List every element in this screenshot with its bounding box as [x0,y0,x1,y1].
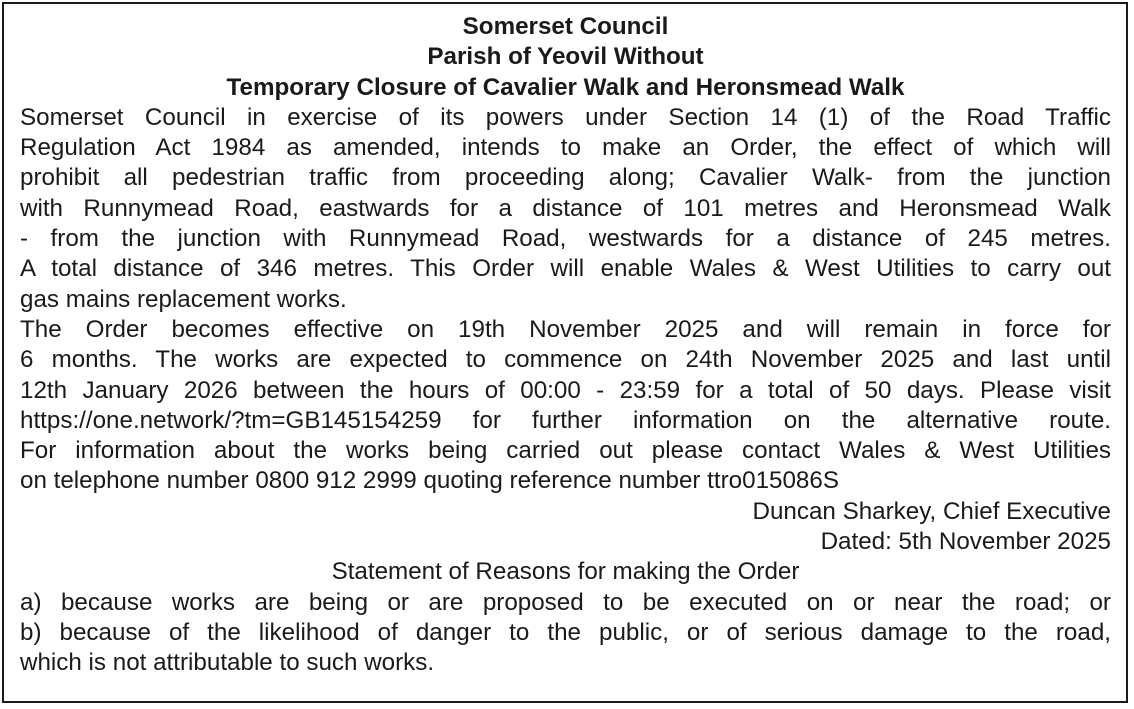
reason-line: b) because of the likelihood of danger to the public, or of serious damage to the road, [20,618,1111,646]
heading-council: Somerset Council [462,13,669,40]
order-line: A total distance of 346 metres. This Order will enable Wales & West Utilities to carry out [20,255,1111,283]
effective-line: The Order becomes effective on 19th November 2025 and will remain in force for [20,315,1111,343]
effective-line: 6 months. The works are expected to commence on 24th November 2025 and last until [20,346,1111,374]
effective-line: https://one.network/?tm=GB145154259 for further information on the alternative route. [20,406,1111,434]
order-line: gas mains replacement works. [20,285,347,313]
order-line: prohibit all pedestrian traffic from proceeding along; Cavalier Walk- from the junction [20,164,1111,192]
public-notice [2,2,1128,703]
order-line: Regulation Act 1984 as amended, intends to make an Order, the effect of which will [20,134,1111,162]
dated-line: Dated: 5th November 2025 [820,528,1111,556]
reasons-list [20,588,1111,679]
order-paragraph [20,103,1111,315]
effective-line: For information about the works being carried out please contact Wales & West Utilities [20,437,1111,465]
notice-heading [20,12,1111,103]
signatory-name: Duncan Sharkey, Chief Executive [752,497,1111,525]
heading-title: Temporary Closure of Cavalier Walk and Heronsmead Walk [226,73,905,101]
order-line: Somerset Council in exercise of its powers under Section 14 (1) of the Road Traffic [20,103,1111,131]
reason-line: which is not attributable to such works. [20,649,435,677]
effective-line: 12th January 2026 between the hours of 00:00 - 23:59 for a total of 50 days. Please visit [20,376,1111,404]
order-line: - from the junction with Runnymead Road, westwards for a distance of 245 metres. [20,225,1111,253]
effective-line: on telephone number 0800 912 2999 quoting reference number ttro015086S [20,467,839,495]
reason-line: a) because works are being or are proposed to be executed on or near the road; or [20,588,1111,616]
order-line: with Runnymead Road, eastwards for a distance of 101 metres and Heronsmead Walk [20,194,1111,222]
effective-paragraph [20,315,1111,497]
signature-block [20,497,1111,558]
reasons-title: Statement of Reasons for making the Order [331,558,800,586]
heading-parish: Parish of Yeovil Without [427,43,704,71]
